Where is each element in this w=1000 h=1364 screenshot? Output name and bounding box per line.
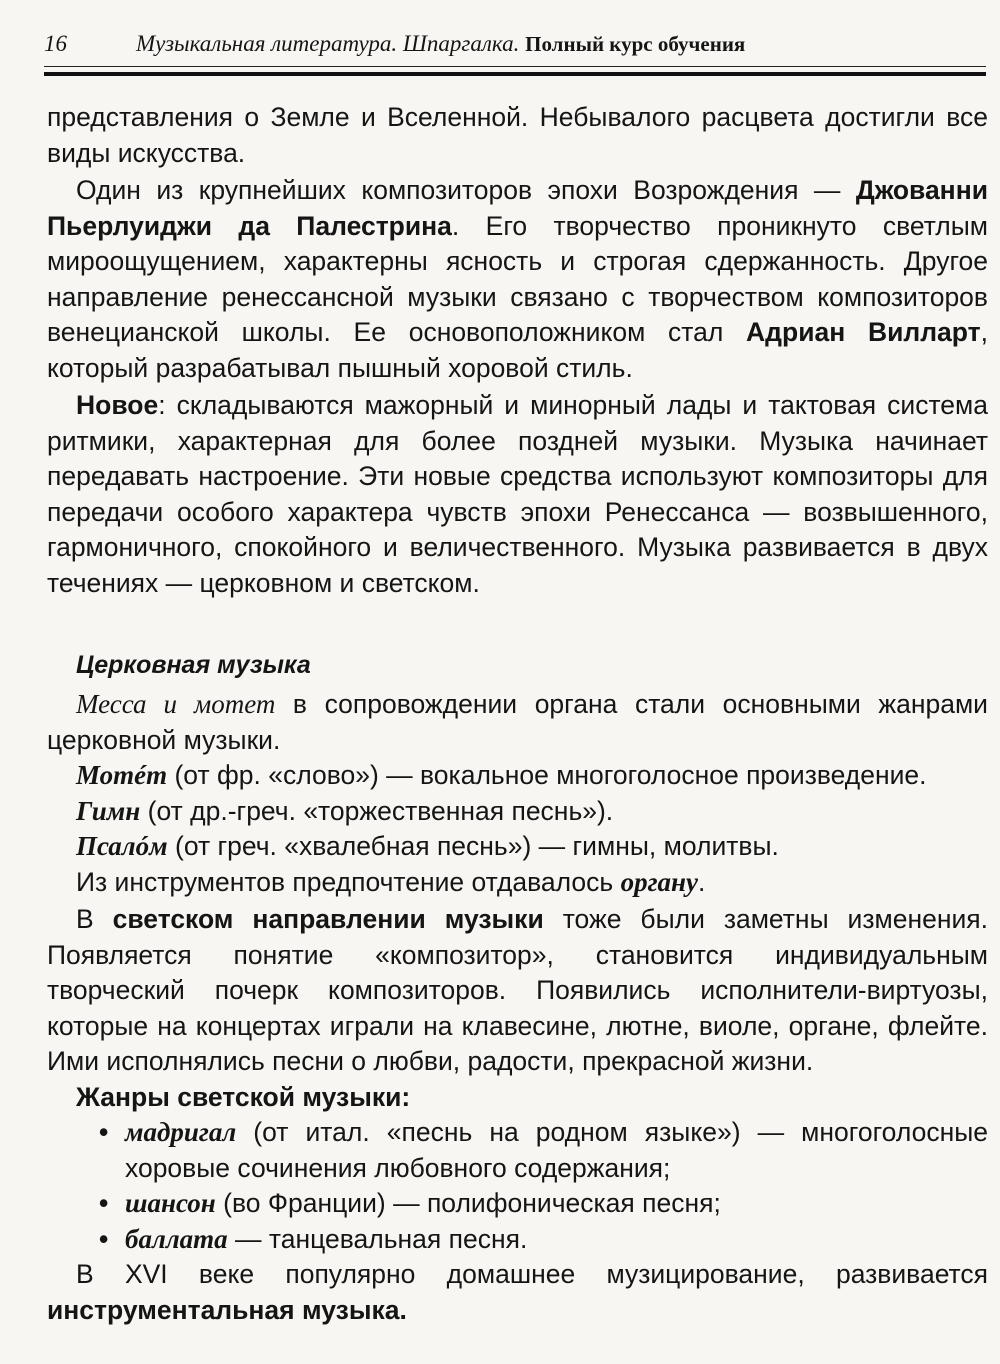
book-subtitle: Полный курс обучения	[525, 32, 746, 56]
page-number: 16	[44, 31, 67, 56]
definition-text: (во Франции) — полифоническая песня;	[215, 1188, 721, 1218]
term-instrumental-music: инструментальная музыка.	[47, 1294, 407, 1325]
term-chanson: шансон	[125, 1188, 216, 1218]
list-item	[99, 1115, 988, 1186]
term-madrigal: мадригал	[125, 1117, 237, 1147]
term-psalm: Псалóм	[76, 831, 168, 861]
term-new: Новое	[76, 390, 159, 420]
text-run: . Его творчество проникнуто светлым мироощущением, характерны ясность и строгая сдержанность. Другое направление ренессансной музыки связано с творчеством композиторов венецианской школы. Ее основоположником стал	[47, 210, 989, 347]
term-secular-direction: светском направлении музыки	[112, 904, 544, 934]
definition-text: — танцевальная песня.	[227, 1223, 528, 1254]
definition-hymn	[47, 794, 988, 830]
paragraph-organ	[47, 865, 988, 901]
definition-motet	[47, 758, 988, 794]
paragraph-mass-motet	[47, 687, 988, 758]
text-run: тоже были заметны изменения. Появляется понятие «композитор», становится индивидуальным творческий почерк композиторов. Появились исполнители-виртуозы, которые на концертах играли на клавесине, лютне, виоле, органе, флейте. Ими исполнялись песни о любви, радости, прекрасной жизни.	[47, 904, 988, 1076]
genres-list	[47, 1115, 988, 1257]
definition-psalm	[47, 829, 988, 865]
text-run: , который разрабатывал пышный хоровой стиль.	[47, 317, 988, 383]
header-rule-thick	[44, 72, 986, 76]
header-rule-thin	[44, 66, 986, 67]
section-heading-church-music: Церковная музыка	[76, 651, 311, 679]
book-title	[136, 30, 745, 58]
text-run: в сопровождении органа стали основными жанрами церковной музыки.	[47, 689, 988, 755]
genres-heading: Жанры светской музыки:	[76, 1081, 411, 1112]
term-organ: органу	[620, 866, 699, 897]
definition-text: (от греч. «хвалебная песнь») — гимны, молитвы.	[167, 831, 779, 861]
paragraph-cosmos: представления о Земле и Вселенной. Небывалого расцвета достигли все виды искусства.	[47, 102, 988, 168]
definition-text: (от итал. «песнь на родном языке») — многоголосные хоровые сочинения любовного содержания;	[125, 1117, 988, 1183]
running-header	[44, 30, 986, 58]
text-run: Один из крупнейших композиторов эпохи Возрождения —	[76, 175, 856, 205]
name-willaert: Адриан Вилларт	[746, 317, 981, 347]
definition-text: (от др.-греч. «торжественная песнь»).	[140, 795, 614, 826]
paragraph-secular	[47, 902, 988, 1080]
name-palestrina: Джованни Пьерлуиджи да Палестрина	[47, 175, 988, 241]
definition-text: (от фр. «слово») — вокальное многоголосное произведение.	[167, 760, 927, 790]
text-run: Из инструментов предпочтение отдавалось	[76, 866, 621, 897]
book-title-text: Музыкальная литература. Шпаргалка.	[136, 31, 520, 56]
text-run: В	[76, 904, 113, 934]
term-mass-motet: Месса и мотет	[76, 689, 276, 719]
list-item	[99, 1222, 988, 1258]
list-item	[99, 1186, 988, 1222]
paragraph-palestrina	[47, 173, 988, 386]
paragraph-instrumental	[47, 1257, 988, 1328]
text-run: В XVI веке популярно домашнее музицирование, развивается	[76, 1259, 988, 1289]
text-run: .	[698, 866, 706, 897]
text-run: : складываются мажорный и минорный лады и тактовая система ритмики, характерная для более поздней музыки. Музыка начинает передавать настроение. Эти новые средства используют композиторы для передачи особого характера чувств эпохи Ренессанса — возвышенного, гармоничного, спокойного и величественного. Музыка развивается в двух течениях — церковном и светском.	[47, 390, 988, 598]
term-motet: Мотéт	[76, 760, 168, 790]
page-body	[47, 100, 988, 1328]
term-ballata: баллата	[125, 1223, 228, 1254]
paragraph-new	[47, 388, 988, 601]
term-hymn: Гимн	[76, 795, 141, 826]
